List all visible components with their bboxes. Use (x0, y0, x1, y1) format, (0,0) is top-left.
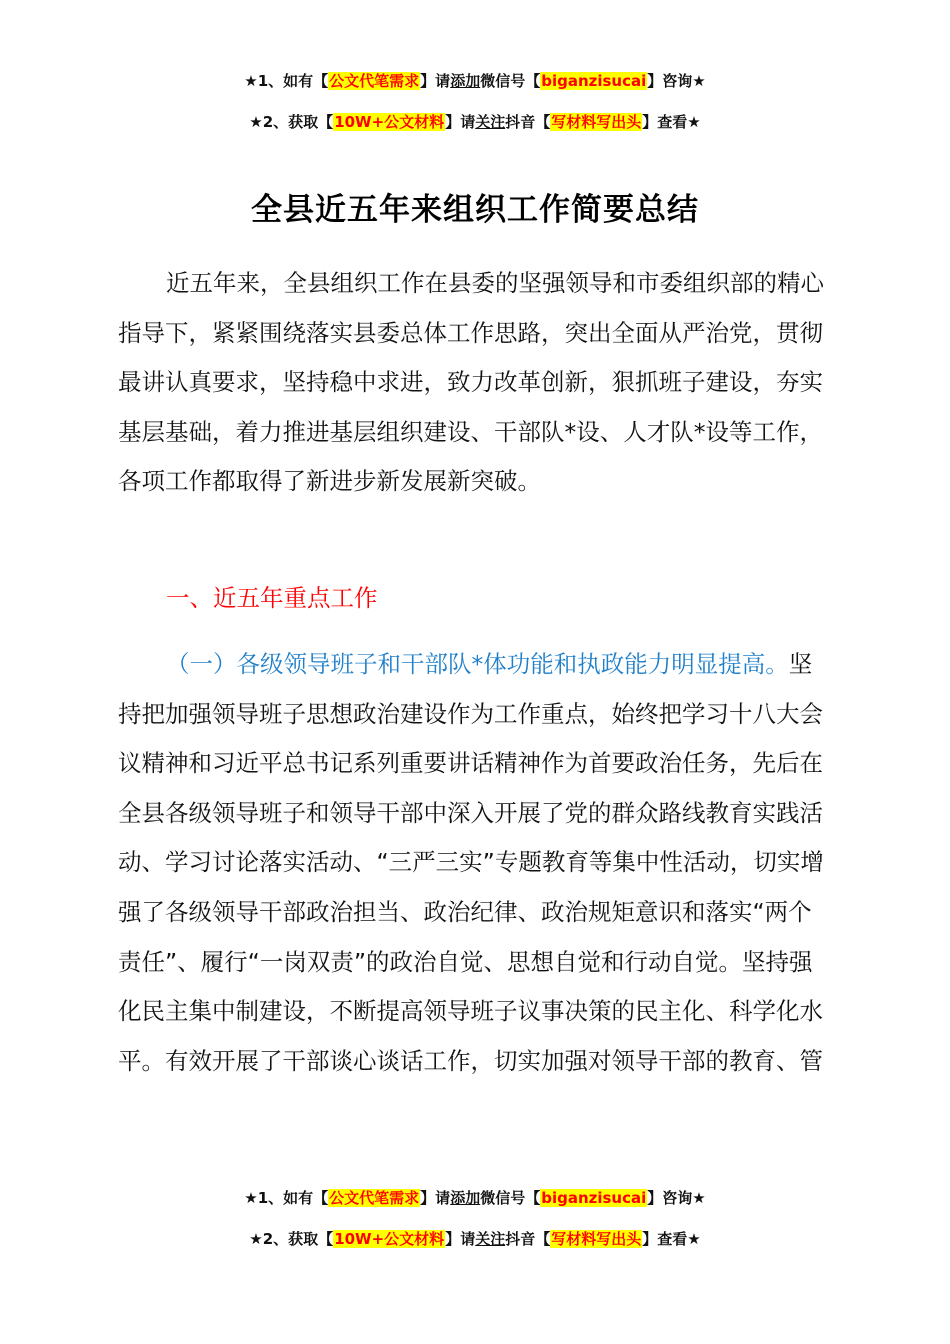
banner-text: ★1、如有【 (244, 72, 329, 90)
top-banner-line-2 (0, 111, 950, 133)
banner-text: ★2、获取【 (249, 1230, 334, 1248)
banner-text: 】请 (420, 72, 451, 90)
banner-highlight: 公文代笔需求 (329, 72, 420, 90)
banner-underline: 关注 (475, 113, 506, 131)
banner-text: 抖音【 (505, 113, 551, 131)
banner-text: ★1、如有【 (244, 1189, 329, 1207)
banner-highlight: 写材料写出头 (551, 1230, 642, 1248)
document-title: 全县近五年来组织工作简要总结 (251, 192, 699, 228)
top-banner-line-1 (0, 70, 950, 92)
banner-text: 】查看★ (642, 113, 701, 131)
banner-text: 抖音【 (505, 1230, 551, 1248)
subsection-paragraph (118, 640, 834, 1086)
banner-text: 】查看★ (642, 1230, 701, 1248)
banner-highlight: 10W+公文材料 (334, 113, 445, 131)
banner-text: 微信号【 (480, 1189, 541, 1207)
subsection-body: 坚持把加强领导班子思想政治建设作为工作重点，始终把学习十八大会议精神和习近平总书记系列重要讲话精神作为首要政治任务，先后在全县各级领导班子和领导干部中深入开展了党的群众路线教育实践活动、学习讨论落实活动、“三严三实”专题教育等集中性活动，切实增强了各级领导干部政治担当、政治纪律、政治规矩意识和落实“两个责任”、履行“一岗双责”的政治自觉、思想自觉和行动自觉。坚持强化民主集中制建设，不断提高领导班子议事决策的民主化、科学化水平。有效开展了干部谈心谈话工作，切实加强对领导干部的教育、管 (118, 650, 824, 1075)
bottom-banner-line-2 (0, 1228, 950, 1250)
banner-highlight: 10W+公文材料 (334, 1230, 445, 1248)
banner-underline: 添加 (450, 72, 481, 90)
banner-text: 】咨询★ (647, 1189, 706, 1207)
banner-highlight: 公文代笔需求 (329, 1189, 420, 1207)
banner-highlight: biganzisucai (541, 72, 647, 90)
intro-paragraph: 近五年来，全县组织工作在县委的坚强领导和市委组织部的精心指导下，紧紧围绕落实县委总体工作思路，突出全面从严治党，贯彻最讲认真要求，坚持稳中求进，致力改革创新，狠抓班子建设，夯实基层基础，着力推进基层组织建设、干部队*设、人才队*设等工作，各项工作都取得了新进步新发展新突破。 (118, 269, 824, 496)
banner-highlight: 写材料写出头 (551, 113, 642, 131)
banner-underline: 关注 (475, 1230, 506, 1248)
banner-text: 】请 (445, 1230, 476, 1248)
section-heading: 一、近五年重点工作 (166, 584, 378, 612)
banner-underline: 添加 (450, 1189, 481, 1207)
banner-highlight: biganzisucai (541, 1189, 647, 1207)
banner-text: 】咨询★ (647, 72, 706, 90)
subsection-heading: （一）各级领导班子和干部队*体功能和执政能力明显提高。 (166, 650, 789, 678)
bottom-banner-line-1 (0, 1187, 950, 1209)
banner-text: 微信号【 (480, 72, 541, 90)
banner-text: 】请 (445, 113, 476, 131)
banner-text: 】请 (420, 1189, 451, 1207)
banner-text: ★2、获取【 (249, 113, 334, 131)
